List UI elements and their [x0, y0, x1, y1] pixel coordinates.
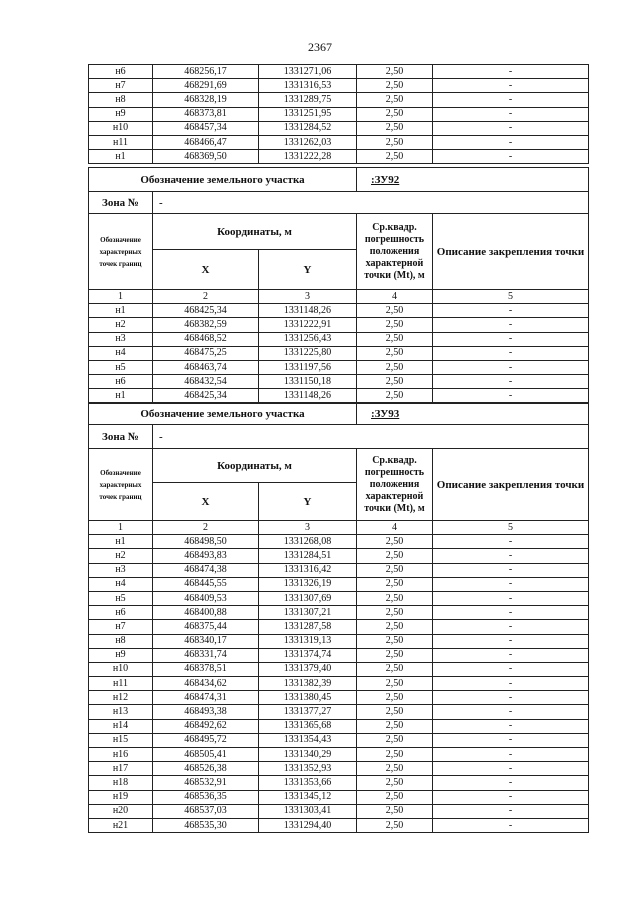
- coord-x: 468535,30: [153, 818, 259, 832]
- point-id: н1: [89, 304, 153, 318]
- header-description: Описание закрепления точки: [433, 214, 589, 290]
- header-error: Ср.квадр. погрешность положения характерной точки (Mt), м: [357, 214, 433, 290]
- description: -: [433, 79, 589, 93]
- coord-x: 468328,19: [153, 93, 259, 107]
- point-id: н21: [89, 818, 153, 832]
- point-id: н4: [89, 577, 153, 591]
- table-row: [89, 332, 589, 346]
- error-value: 2,50: [357, 79, 433, 93]
- coord-y: 1331287,58: [259, 620, 357, 634]
- error-value: 2,50: [357, 634, 433, 648]
- point-id: н10: [89, 121, 153, 135]
- error-value: 2,50: [357, 648, 433, 662]
- coord-x: 468505,41: [153, 748, 259, 762]
- header-points: Обозначение характерных точек границ: [89, 449, 153, 521]
- table-row: [89, 346, 589, 360]
- coord-y: 1331303,41: [259, 804, 357, 818]
- table-row: [89, 748, 589, 762]
- error-value: 2,50: [357, 332, 433, 346]
- header-description: Описание закрепления точки: [433, 449, 589, 521]
- point-id: н5: [89, 360, 153, 374]
- table-row: [89, 304, 589, 318]
- error-value: 2,50: [357, 65, 433, 79]
- col-num-1: 1: [89, 521, 153, 535]
- coord-y: 1331251,95: [259, 107, 357, 121]
- coord-x: 468256,17: [153, 65, 259, 79]
- coord-y: 1331316,53: [259, 79, 357, 93]
- column-number-row: [89, 290, 589, 304]
- description: -: [433, 634, 589, 648]
- column-number-row: [89, 521, 589, 535]
- coord-y: 1331222,91: [259, 318, 357, 332]
- table-row: [89, 705, 589, 719]
- description: -: [433, 648, 589, 662]
- description: -: [433, 318, 589, 332]
- coord-x: 468468,52: [153, 332, 259, 346]
- table-row: [89, 818, 589, 832]
- col-num-3: 3: [259, 521, 357, 535]
- point-id: н10: [89, 662, 153, 676]
- description: -: [433, 107, 589, 121]
- coord-x: 468382,59: [153, 318, 259, 332]
- coord-x: 468425,34: [153, 304, 259, 318]
- coord-y: 1331354,43: [259, 733, 357, 747]
- description: -: [433, 346, 589, 360]
- point-id: н20: [89, 804, 153, 818]
- error-value: 2,50: [357, 591, 433, 605]
- col-num-5: 5: [433, 290, 589, 304]
- coord-x: 468291,69: [153, 79, 259, 93]
- point-id: н2: [89, 549, 153, 563]
- description: -: [433, 677, 589, 691]
- coord-x: 468378,51: [153, 662, 259, 676]
- header-coordinates: Координаты, м: [153, 449, 357, 483]
- coord-y: 1331197,56: [259, 360, 357, 374]
- error-value: 2,50: [357, 748, 433, 762]
- point-id: н7: [89, 79, 153, 93]
- table-row: [89, 776, 589, 790]
- coord-x: 468331,74: [153, 648, 259, 662]
- col-num-4: 4: [357, 290, 433, 304]
- parcel-zu92-table: [88, 167, 589, 404]
- description: -: [433, 360, 589, 374]
- header-y: Y: [259, 250, 357, 290]
- coord-y: 1331382,39: [259, 677, 357, 691]
- description: -: [433, 591, 589, 605]
- description: -: [433, 563, 589, 577]
- coord-y: 1331148,26: [259, 304, 357, 318]
- coord-x: 468434,62: [153, 677, 259, 691]
- header-error: Ср.квадр. погрешность положения характерной точки (Mt), м: [357, 449, 433, 521]
- description: -: [433, 818, 589, 832]
- description: -: [433, 332, 589, 346]
- coord-x: 468526,38: [153, 762, 259, 776]
- page-number: 2367: [308, 40, 332, 54]
- table-row: [89, 719, 589, 733]
- table-row: [89, 65, 589, 79]
- coord-y: 1331225,80: [259, 346, 357, 360]
- coord-x: 468495,72: [153, 733, 259, 747]
- error-value: 2,50: [357, 549, 433, 563]
- error-value: 2,50: [357, 620, 433, 634]
- coord-x: 468432,54: [153, 375, 259, 389]
- description: -: [433, 662, 589, 676]
- table-row: [89, 93, 589, 107]
- parcel-value: :ЗУ93: [357, 403, 589, 425]
- point-id: н9: [89, 648, 153, 662]
- coord-y: 1331271,06: [259, 65, 357, 79]
- coord-x: 468475,25: [153, 346, 259, 360]
- error-value: 2,50: [357, 577, 433, 591]
- coord-x: 468474,31: [153, 691, 259, 705]
- coord-y: 1331352,93: [259, 762, 357, 776]
- coord-x: 468425,34: [153, 389, 259, 403]
- table-row: [89, 563, 589, 577]
- coord-x: 468457,34: [153, 121, 259, 135]
- point-id: н4: [89, 346, 153, 360]
- table-row: [89, 318, 589, 332]
- zone-value: -: [153, 192, 589, 214]
- table-row: [89, 662, 589, 676]
- point-id: н16: [89, 748, 153, 762]
- coord-y: 1331319,13: [259, 634, 357, 648]
- description: -: [433, 804, 589, 818]
- parcel-value: :ЗУ92: [357, 168, 589, 192]
- table-row: [89, 107, 589, 121]
- error-value: 2,50: [357, 150, 433, 164]
- error-value: 2,50: [357, 776, 433, 790]
- table-row: [89, 790, 589, 804]
- coordinates-table-continued: [88, 64, 589, 164]
- table-row: [89, 691, 589, 705]
- error-value: 2,50: [357, 389, 433, 403]
- coord-y: 1331294,40: [259, 818, 357, 832]
- error-value: 2,50: [357, 691, 433, 705]
- col-num-2: 2: [153, 290, 259, 304]
- point-id: н5: [89, 591, 153, 605]
- table-row: [89, 762, 589, 776]
- coord-y: 1331326,19: [259, 577, 357, 591]
- table-row: [89, 121, 589, 135]
- point-id: н3: [89, 332, 153, 346]
- col-num-4: 4: [357, 521, 433, 535]
- description: -: [433, 93, 589, 107]
- point-id: н8: [89, 93, 153, 107]
- description: -: [433, 762, 589, 776]
- coord-y: 1331222,28: [259, 150, 357, 164]
- coord-x: 468340,17: [153, 634, 259, 648]
- table-row: [89, 620, 589, 634]
- coord-y: 1331148,26: [259, 389, 357, 403]
- coord-y: 1331262,03: [259, 135, 357, 149]
- col-num-2: 2: [153, 521, 259, 535]
- coord-x: 468537,03: [153, 804, 259, 818]
- error-value: 2,50: [357, 705, 433, 719]
- error-value: 2,50: [357, 121, 433, 135]
- point-id: н6: [89, 65, 153, 79]
- coord-y: 1331307,21: [259, 606, 357, 620]
- point-id: н6: [89, 375, 153, 389]
- coord-x: 468466,47: [153, 135, 259, 149]
- table-row: [89, 577, 589, 591]
- error-value: 2,50: [357, 606, 433, 620]
- coord-y: 1331345,12: [259, 790, 357, 804]
- coord-y: 1331365,68: [259, 719, 357, 733]
- error-value: 2,50: [357, 360, 433, 374]
- point-id: н7: [89, 620, 153, 634]
- description: -: [433, 620, 589, 634]
- table-row: [89, 360, 589, 374]
- header-points: Обозначение характерных точек границ: [89, 214, 153, 290]
- coord-x: 468493,83: [153, 549, 259, 563]
- point-id: н9: [89, 107, 153, 121]
- table-row: [89, 150, 589, 164]
- parcel-zu93-table: [88, 402, 589, 833]
- coord-y: 1331256,43: [259, 332, 357, 346]
- description: -: [433, 150, 589, 164]
- error-value: 2,50: [357, 677, 433, 691]
- point-id: н12: [89, 691, 153, 705]
- error-value: 2,50: [357, 762, 433, 776]
- point-id: н8: [89, 634, 153, 648]
- error-value: 2,50: [357, 719, 433, 733]
- header-y: Y: [259, 483, 357, 521]
- error-value: 2,50: [357, 346, 433, 360]
- coord-y: 1331307,69: [259, 591, 357, 605]
- table-row: [89, 677, 589, 691]
- parcel-label: Обозначение земельного участка: [89, 168, 357, 192]
- description: -: [433, 535, 589, 549]
- zone-label: Зона №: [89, 192, 153, 214]
- table-row: [89, 606, 589, 620]
- header-x: X: [153, 483, 259, 521]
- error-value: 2,50: [357, 93, 433, 107]
- description: -: [433, 577, 589, 591]
- coord-y: 1331268,08: [259, 535, 357, 549]
- error-value: 2,50: [357, 375, 433, 389]
- point-id: н2: [89, 318, 153, 332]
- coord-y: 1331284,51: [259, 549, 357, 563]
- error-value: 2,50: [357, 535, 433, 549]
- table-row: [89, 648, 589, 662]
- description: -: [433, 549, 589, 563]
- error-value: 2,50: [357, 563, 433, 577]
- coord-x: 468536,35: [153, 790, 259, 804]
- table-row: [89, 135, 589, 149]
- coord-y: 1331150,18: [259, 375, 357, 389]
- coord-y: 1331289,75: [259, 93, 357, 107]
- description: -: [433, 790, 589, 804]
- point-id: н1: [89, 150, 153, 164]
- zone-label: Зона №: [89, 425, 153, 449]
- error-value: 2,50: [357, 135, 433, 149]
- table-row: [89, 804, 589, 818]
- table-row: [89, 549, 589, 563]
- error-value: 2,50: [357, 818, 433, 832]
- error-value: 2,50: [357, 804, 433, 818]
- coord-y: 1331379,40: [259, 662, 357, 676]
- coord-y: 1331374,74: [259, 648, 357, 662]
- table-row: [89, 634, 589, 648]
- table-row: [89, 79, 589, 93]
- description: -: [433, 121, 589, 135]
- col-num-3: 3: [259, 290, 357, 304]
- coord-x: 468373,81: [153, 107, 259, 121]
- point-id: н19: [89, 790, 153, 804]
- header-coordinates: Координаты, м: [153, 214, 357, 250]
- table-row: [89, 591, 589, 605]
- point-id: н6: [89, 606, 153, 620]
- coord-x: 468532,91: [153, 776, 259, 790]
- coord-y: 1331377,27: [259, 705, 357, 719]
- table-row: [89, 535, 589, 549]
- error-value: 2,50: [357, 662, 433, 676]
- coord-x: 468492,62: [153, 719, 259, 733]
- col-num-5: 5: [433, 521, 589, 535]
- error-value: 2,50: [357, 733, 433, 747]
- table-row: [89, 733, 589, 747]
- description: -: [433, 389, 589, 403]
- error-value: 2,50: [357, 107, 433, 121]
- coord-y: 1331284,52: [259, 121, 357, 135]
- description: -: [433, 375, 589, 389]
- coord-x: 468498,50: [153, 535, 259, 549]
- point-id: н3: [89, 563, 153, 577]
- error-value: 2,50: [357, 304, 433, 318]
- table-row: [89, 375, 589, 389]
- description: -: [433, 733, 589, 747]
- coord-x: 468474,38: [153, 563, 259, 577]
- zone-value: -: [153, 425, 589, 449]
- point-id: н18: [89, 776, 153, 790]
- point-id: н1: [89, 389, 153, 403]
- coord-x: 468445,55: [153, 577, 259, 591]
- description: -: [433, 705, 589, 719]
- description: -: [433, 135, 589, 149]
- point-id: н13: [89, 705, 153, 719]
- table-row: [89, 389, 589, 403]
- coord-x: 468409,53: [153, 591, 259, 605]
- header-x: X: [153, 250, 259, 290]
- coord-x: 468493,38: [153, 705, 259, 719]
- parcel-label: Обозначение земельного участка: [89, 403, 357, 425]
- description: -: [433, 606, 589, 620]
- coord-y: 1331353,66: [259, 776, 357, 790]
- point-id: н1: [89, 535, 153, 549]
- description: -: [433, 304, 589, 318]
- coord-y: 1331380,45: [259, 691, 357, 705]
- coord-x: 468463,74: [153, 360, 259, 374]
- error-value: 2,50: [357, 318, 433, 332]
- error-value: 2,50: [357, 790, 433, 804]
- col-num-1: 1: [89, 290, 153, 304]
- coord-y: 1331340,29: [259, 748, 357, 762]
- point-id: н11: [89, 135, 153, 149]
- coord-y: 1331316,42: [259, 563, 357, 577]
- description: -: [433, 691, 589, 705]
- description: -: [433, 776, 589, 790]
- description: -: [433, 65, 589, 79]
- coord-x: 468369,50: [153, 150, 259, 164]
- description: -: [433, 748, 589, 762]
- point-id: н14: [89, 719, 153, 733]
- point-id: н15: [89, 733, 153, 747]
- point-id: н17: [89, 762, 153, 776]
- coord-x: 468375,44: [153, 620, 259, 634]
- description: -: [433, 719, 589, 733]
- coord-x: 468400,88: [153, 606, 259, 620]
- point-id: н11: [89, 677, 153, 691]
